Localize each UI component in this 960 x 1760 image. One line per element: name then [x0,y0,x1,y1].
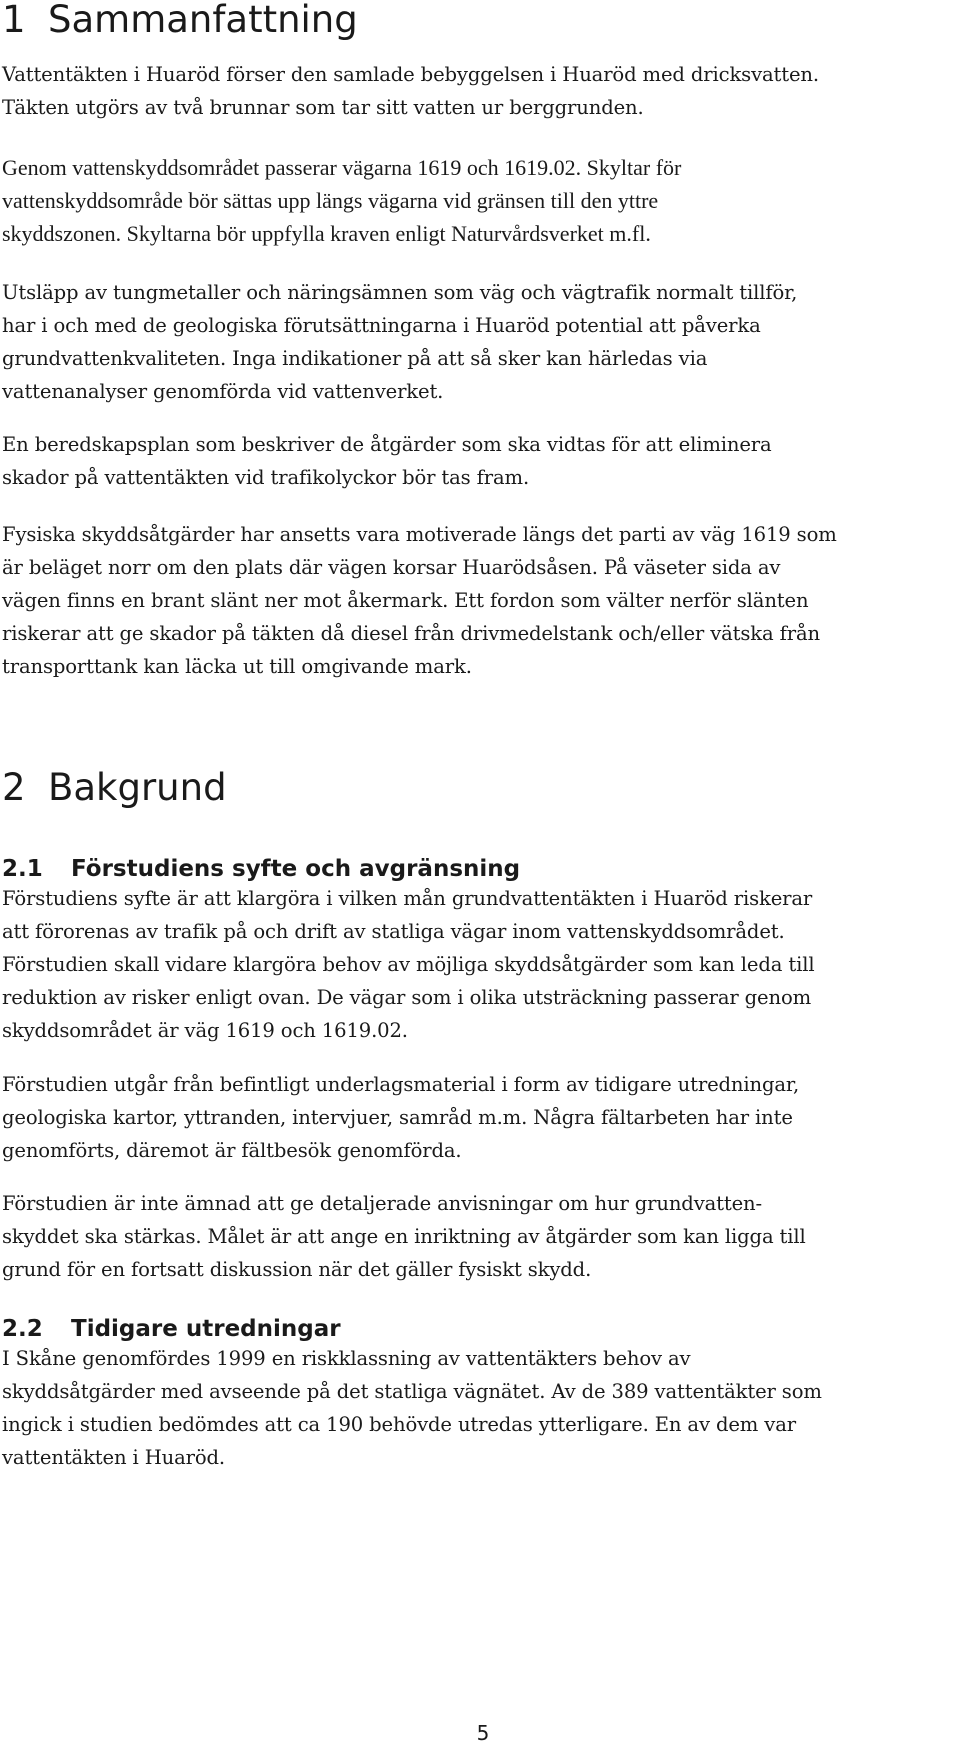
text-line: vattenanalyser genomförda vid vattenverket. [2,380,444,403]
text-line: Genom vattenskyddsområdet passerar vägarna 1619 och 1619.02. Skyltar för [2,155,682,180]
text-line: är beläget norr om den plats där vägen korsar Huarödsåsen. På väseter sida av [2,556,781,579]
text-line: transporttank kan läcka ut till omgivande mark. [2,655,472,678]
section-title: Bakgrund [48,766,227,809]
text-line: En beredskapsplan som beskriver de åtgärder som ska vidtas för att eliminera [2,433,772,456]
page-number: 5 [476,1721,490,1745]
text-line: Förstudien utgår från befintligt underlagsmaterial i form av tidigare utredningar, [2,1073,800,1096]
paragraph [2,151,952,250]
text-line: skyddszonen. Skyltarna bör uppfylla kraven enligt Naturvårdsverket m.fl. [2,221,651,246]
text-line: vattentäkten i Huaröd. [2,1446,225,1469]
paragraph [2,1068,952,1167]
text-line: geologiska kartor, yttranden, intervjuer, samråd m.m. Några fältarbeten har inte [2,1106,793,1129]
text-line: vattenskyddsområde bör sättas upp längs vägarna vid gränsen till den yttre [2,188,659,213]
text-line: Förstudiens syfte är att klargöra i vilken mån grundvattentäkten i Huaröd riskerar [2,887,813,910]
text-line: har i och med de geologiska förutsättningarna i Huaröd potential att påverka [2,314,761,337]
text-line: riskerar att ge skador på täkten då diesel från drivmedelstank och/eller vätska från [2,622,820,645]
subsection-heading-syfte [2,855,520,883]
text-line: skyddet ska stärkas. Målet är att ange en inriktning av åtgärder som kan ligga till [2,1225,806,1248]
text-line: Förstudien är inte ämnad att ge detaljerade anvisningar om hur grundvatten- [2,1192,762,1215]
paragraph [2,1187,952,1286]
text-line: Utsläpp av tungmetaller och näringsämnen som väg och vägtrafik normalt tillför, [2,281,798,304]
text-line: genomförts, däremot är fältbesök genomförda. [2,1139,462,1162]
paragraph [2,1342,952,1474]
section-number: 2 [2,766,26,809]
section-number: 1 [2,0,26,41]
text-line: Förstudien skall vidare klargöra behov av möjliga skyddsåtgärder som kan leda till [2,953,815,976]
paragraph [2,276,952,408]
text-line: att förorenas av trafik på och drift av statliga vägar inom vattenskyddsområdet. [2,920,785,943]
subsection-title: Förstudiens syfte och avgränsning [71,856,521,882]
paragraph [2,518,952,683]
paragraph [2,58,952,124]
text-line: Vattentäkten i Huaröd förser den samlade bebyggelsen i Huaröd med dricksvatten. [2,63,819,86]
text-line: Fysiska skyddsåtgärder har ansetts vara motiverade längs det parti av väg 1619 som [2,523,837,546]
text-line: reduktion av risker enligt ovan. De vägar som i olika utsträckning passerar genom [2,986,812,1009]
text-line: vägen finns en brant slänt ner mot åkermark. Ett fordon som välter nerför slänten [2,589,809,612]
text-line: skyddsområdet är väg 1619 och 1619.02. [2,1019,408,1042]
subsection-number: 2.1 [2,856,43,882]
section-title: Sammanfattning [48,0,358,41]
subsection-title: Tidigare utredningar [71,1316,341,1342]
text-line: Täkten utgörs av två brunnar som tar sitt vatten ur berggrunden. [2,96,644,119]
subsection-number: 2.2 [2,1316,43,1342]
text-line: ingick i studien bedömdes att ca 190 behövde utredas ytterligare. En av dem var [2,1413,796,1436]
subsection-heading-tidigare-utredningar [2,1315,341,1343]
text-line: I Skåne genomfördes 1999 en riskklassning av vattentäkters behov av [2,1347,691,1370]
text-line: skador på vattentäkten vid trafikolyckor bör tas fram. [2,466,530,489]
paragraph [2,428,952,494]
text-line: grund för en fortsatt diskussion när det gäller fysiskt skydd. [2,1258,592,1281]
paragraph [2,882,952,1047]
text-line: skyddsåtgärder med avseende på det statliga vägnätet. Av de 389 vattentäkter som [2,1380,822,1403]
section-heading-sammanfattning [2,0,358,40]
text-line: grundvattenkvaliteten. Inga indikationer på att så sker kan härledas via [2,347,708,370]
section-heading-bakgrund [2,768,227,808]
